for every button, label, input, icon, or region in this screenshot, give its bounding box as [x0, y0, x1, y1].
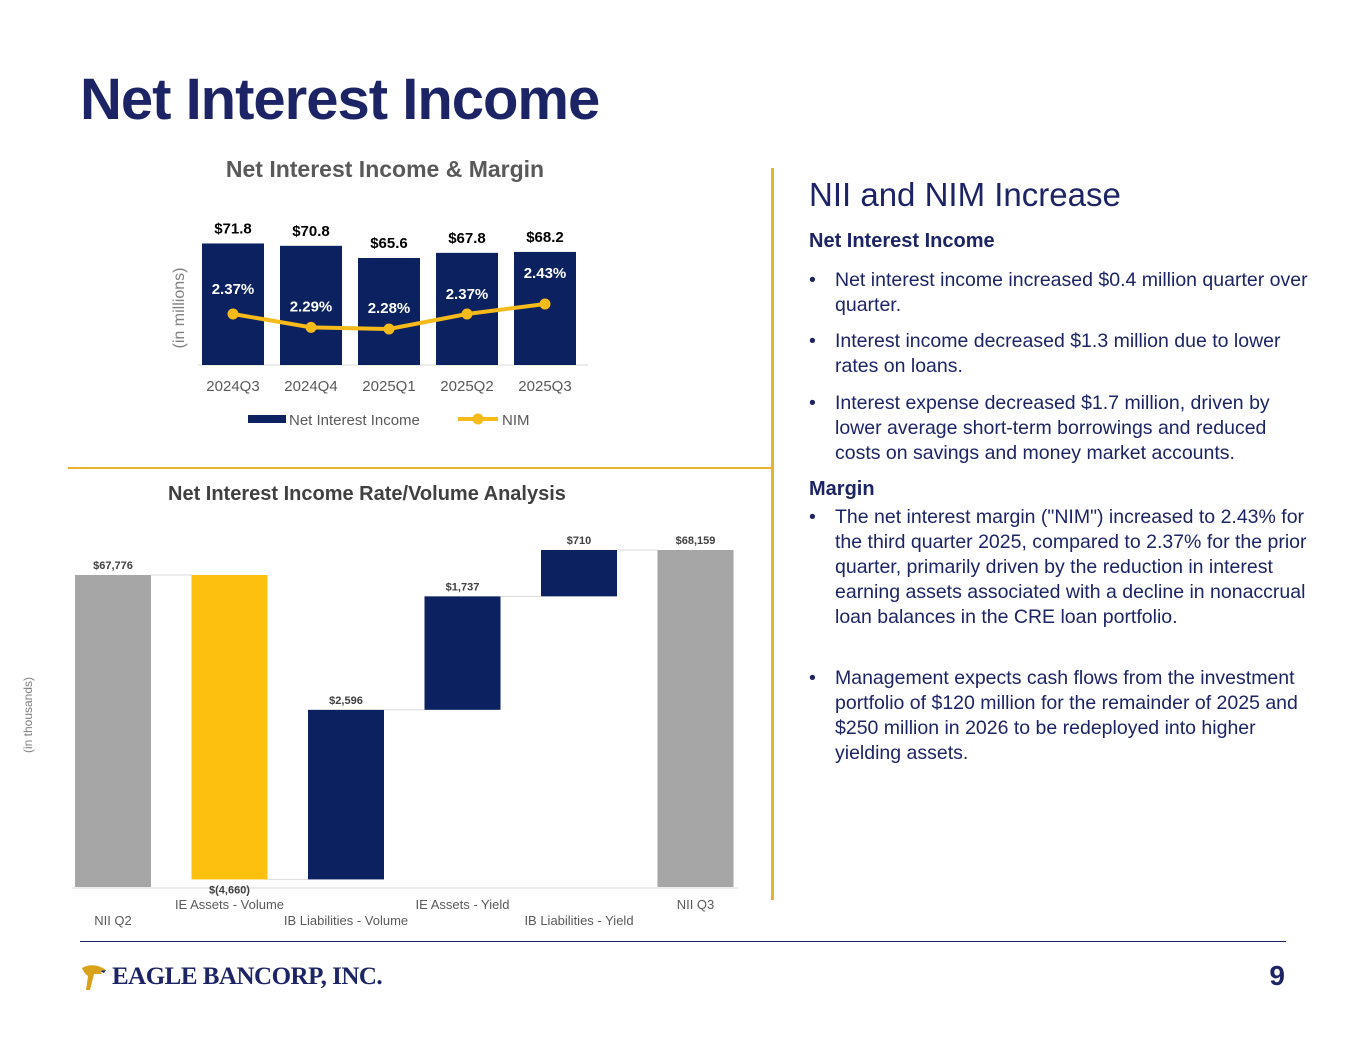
nii-bullet-1 [809, 268, 1309, 318]
nim-label: 2.43% [523, 265, 567, 282]
waterfall-value-label: $68,159 [675, 534, 716, 547]
nii-bullet-3 [809, 391, 1309, 466]
nim-label: 2.37% [445, 286, 489, 303]
x-tick-label: 2025Q1 [362, 378, 416, 395]
company-logo [80, 960, 382, 994]
x-tick-label: IB Liabilities - Yield [524, 913, 634, 928]
logo-text: EAGLE BANCORP, INC. [112, 963, 383, 990]
right-title: NII and NIM Increase [809, 176, 1121, 213]
nii-bar-label: $70.8 [292, 222, 330, 240]
rate-volume-waterfall-chart [20, 470, 740, 940]
legend-swatch-nim-point [473, 414, 484, 425]
bullet-text: Interest expense decreased $1.7 million, driven by lower average short-term borrowings and reduced costs on savings and money market accounts. [835, 392, 1270, 464]
page-title: Net Interest Income [80, 67, 600, 132]
bullet-text: The net interest margin ("NIM") increased to 2.43% for the third quarter 2025, compared to 2.37% for the prior quarter, primarily driven by the reduction in interest earning assets associated with a decline in nonaccrual loan balances in the CRE loan portfolio. [835, 506, 1307, 628]
nim-label: 2.28% [367, 300, 411, 317]
y-axis-label: (in thousands) [21, 676, 35, 754]
nii-section-heading: Net Interest Income [809, 230, 995, 252]
nii-bar-label: $68.2 [526, 228, 564, 246]
x-tick-label: 2024Q3 [206, 378, 260, 395]
vertical-divider [771, 168, 774, 900]
nim-point [540, 299, 551, 310]
nim-point [306, 322, 317, 333]
nii-bar-label: $71.8 [214, 220, 252, 238]
bullet-marker: • [809, 392, 816, 414]
horizontal-divider [68, 467, 772, 469]
x-tick-label: IE Assets - Yield [415, 897, 510, 912]
margin-section-heading: Margin [809, 478, 875, 500]
waterfall-value-label: $1,737 [445, 581, 480, 594]
margin-bullet-2 [809, 666, 1309, 766]
legend-swatch-nii [248, 415, 286, 423]
x-tick-label: 2025Q2 [440, 378, 494, 395]
legend-label-nim: NIM [502, 412, 530, 429]
eagle-icon [80, 962, 108, 992]
bullet-text: Management expects cash flows from the investment portfolio of $120 million for the remainder of 2025 and $250 million in 2026 to be redeployed into higher yielding assets. [835, 667, 1298, 764]
waterfall-value-label: $710 [566, 534, 592, 547]
waterfall-bar [425, 596, 501, 709]
nii-bar-label: $67.8 [448, 229, 486, 247]
chart2-title: Net Interest Income Rate/Volume Analysis [168, 483, 566, 505]
waterfall-bar [308, 710, 384, 880]
x-tick-label: IB Liabilities - Volume [283, 913, 409, 928]
legend-label-nii: Net Interest Income [289, 412, 420, 429]
bullet-marker: • [809, 667, 816, 689]
x-tick-label: 2025Q3 [518, 378, 572, 395]
nii-bar [202, 243, 264, 365]
nim-point [462, 309, 473, 320]
waterfall-value-label: $67,776 [93, 560, 133, 572]
footer-divider [80, 941, 1286, 942]
y-axis-label: (in millions) [171, 267, 188, 349]
bullet-text: Interest income decreased $1.3 million due to lower rates on loans. [835, 330, 1281, 377]
waterfall-bar [75, 575, 151, 887]
nii-bullet-2 [809, 329, 1309, 379]
x-tick-label: IE Assets - Volume [174, 897, 285, 912]
x-tick-label: NII Q3 [676, 897, 715, 912]
waterfall-bar [541, 550, 617, 596]
nim-point [228, 309, 239, 320]
bullet-marker: • [809, 330, 816, 352]
nim-point [384, 324, 395, 335]
bullet-marker: • [809, 506, 816, 528]
nii-margin-chart [150, 190, 610, 490]
nii-bar-label: $65.6 [370, 235, 408, 253]
nim-label: 2.29% [289, 298, 333, 316]
chart1-title: Net Interest Income & Margin [225, 156, 545, 182]
margin-bullet-1 [809, 505, 1309, 630]
bullet-marker: • [809, 269, 816, 291]
nim-label: 2.37% [211, 281, 255, 298]
x-tick-label: 2024Q4 [284, 378, 338, 395]
waterfall-bar [192, 575, 268, 879]
waterfall-bar [658, 550, 734, 887]
x-tick-label: NII Q2 [94, 913, 132, 928]
bullet-text: Net interest income increased $0.4 million quarter over quarter. [835, 269, 1308, 316]
waterfall-value-label: $2,596 [329, 694, 363, 707]
page-number: 9 [1269, 960, 1285, 991]
waterfall-value-label: $(4,660) [209, 884, 250, 897]
